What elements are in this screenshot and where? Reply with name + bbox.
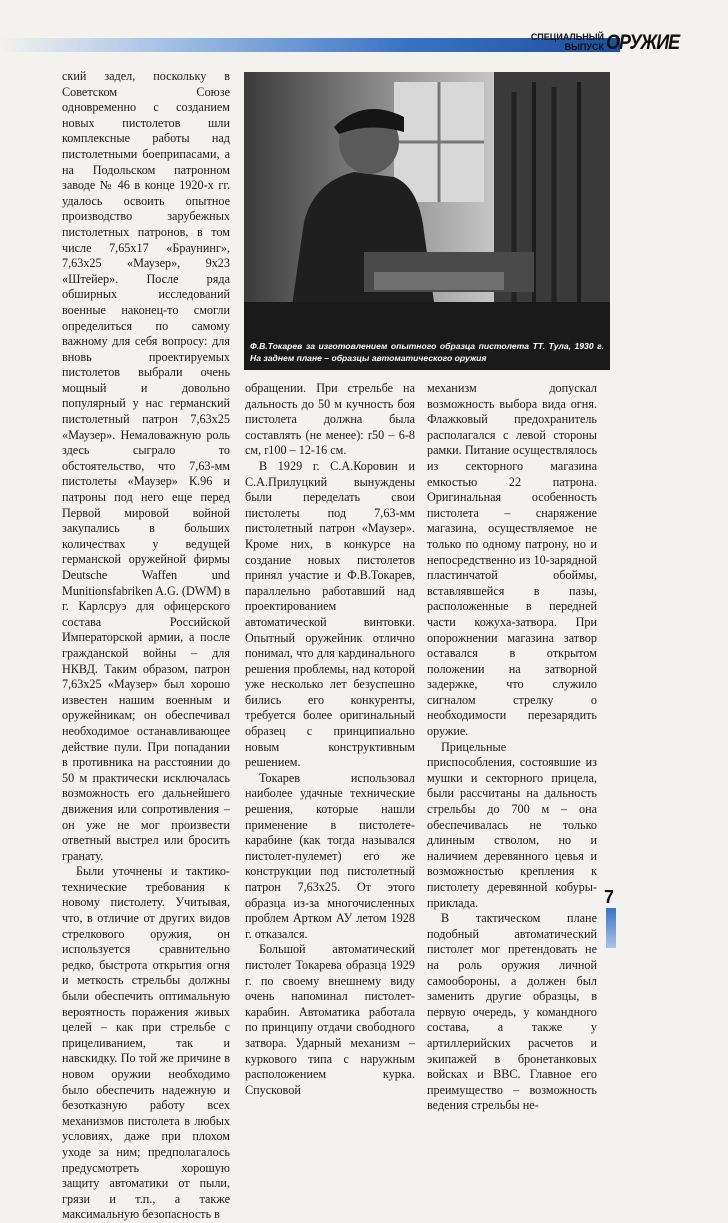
page-edge-accent — [606, 908, 616, 948]
paragraph: В 1929 г. С.А.Коровин и С.А.Прилуцкий вынуждены были переделать свои пистолеты под 7,63-мм пистолетный патрон «Маузер». Кроме них, в конкурсе на создание новых пистолетов принял участие и Ф.В.Токарев, параллельно работавший над проектированием автоматической винтовки. Опытный оружейник отлично понимал, что для кардинального решения проблемы, над которой уже несколько лет безуспешно бились его конкуренты, требуется более оригинальный образец с принципиально новым конструктивным решением. — [245, 458, 415, 770]
paragraph: Были уточнены и тактико-технические требования к новому пистолету. Учитывая, что, в отличие от других видов стрелкового оружия, он используется сравнительно редко, быстрота открытия огня и меткость стрельбы должны были обеспечить оптимальную вероятность поражения живых целей – как при стрельбе с прицеливанием, так и навскидку. По той же причине в новом оружии необходимо было обеспечить надежную и безотказную работу всех механизмов пистолета в любых условиях, даже при плохом уходе за ним; предполагалось предусмотреть хорошую защиту автоматики от пыли, грязи и т.п., а также максимальную безопасность в — [62, 864, 230, 1222]
workshop-photo-image — [244, 72, 610, 370]
header-gradient-bar — [0, 38, 620, 52]
historical-photo — [244, 72, 610, 370]
magazine-logo: ОРУЖИЕ — [606, 30, 680, 54]
paragraph: обращении. При стрельбе на дальность до 50 м кучность боя пистолета должна была составлять (не менее): r50 – 6-8 см, r100 – 12-16 см. — [245, 381, 415, 458]
paragraph: ский задел, поскольку в Советском Союзе одновременно с созданием новых пистолетов шли комплексные работы над пистолетными боеприпасами, а на Подольском патронном заводе № 46 в конце 1920-х гг. удалось освоить опытное производство зарубежных пистолетных патронов, в том числе 7,65х17 «Браунинг», 7,63х25 «Маузер», 9х23 «Штейер». После ряда обширных исследований военные наконец-то смогли определиться по самому важному для себя вопросу: для вновь проектируемых пистолетов выбрали очень мощный и довольно популярный у нас германский пистолетный патрон 7,63х25 «Маузер». Немаловажную роль здесь сыграло то обстоятельство, что 7,63-мм пистолеты «Маузер» К.96 и патроны под него еще перед Первой мировой войной закупались в больших количествах у ведущей германской оружейной фирмы Deutsche Waffen und Munitionsfabriken A.G. (DWM) в г. Карлсруэ для офицерского состава Российской Императорской армии, а после гражданской войны – для НКВД. Таким образом, патрон 7,63х25 «Маузер» был хорошо известен нашим военным и оружейникам; он обеспечивал необходимое останавливающее действие пули. При попадании в противника на расстоянии до 50 м практически исключалась возможность его дальнейшего движения или сопротивления – он уже не мог произвести ответный выстрел или бросить гранату. — [62, 69, 230, 863]
paragraph: механизм допускал возможность выбора вида огня. Флажковый предохранитель располагался с левой стороны рамки. Питание осуществлялось из секторного магазина емкостью 22 патрона. Оригинальная особенность пистолета – снаряжение магазина, осуществляемое не только по одному патрону, но и непосредственно из 10-зарядной пластинчатой обоймы, вставлявшейся в пазы, расположенные в передней части кожуха-затвора. При опорожнении магазина затвор оставался в открытом положении на затворной задержке, что служило сигналом стрелку о необходимости перезарядить оружие. — [427, 381, 597, 739]
paragraph: Большой автоматический пистолет Токарева образца 1929 г. по своему внешнему виду очень напоминал пистолет-карабин. Автоматика работала по принципу отдачи свободного затвора. Ударный механизм – куркового типа с наружным расположением курка. Спусковой — [245, 942, 415, 1097]
text-column-3 — [427, 381, 597, 1114]
text-column-2 — [245, 381, 415, 1098]
photo-caption: Ф.В.Токарев за изготовлением опытного образца пистолета ТТ. Тула, 1930 г. На заднем плане – образцы автоматического оружия — [250, 341, 604, 363]
page-number: 7 — [604, 887, 615, 907]
text-column-1 — [62, 69, 230, 1223]
issue-label-line2: ВЫПУСК — [564, 42, 604, 52]
paragraph: Токарев использовал наиболее удачные технические решения, которые нашли применение в пистолете-карабине (как тогда назывался пистолет-пулемет) его же конструкции под пистолетный патрон 7,63х25. От этого образца из-за многочисленных проблем Артком АУ летом 1928 г. отказался. — [245, 770, 415, 941]
issue-label — [528, 32, 604, 52]
issue-label-line1: СПЕЦИАЛЬНЫЙ — [530, 32, 604, 42]
paragraph: В тактическом плане подобный автоматический пистолет мог претендовать не на роль оружия личной самообороны, а должен был заменить другие образцы, в первую очередь, у командного состава, а также у артиллерийских расчетов и экипажей в бронетанковых войсках и ВВС. Главное его преимущество – возможность ведения стрельбы не- — [427, 911, 597, 1113]
paragraph: Прицельные приспособления, состоявшие из мушки и секторного прицела, были рассчитаны на дальность стрельбы до 700 м – она обеспечивалась не только длинным стволом, но и наличием деревянного цевья и возможностью крепления к пистолету деревянной кобуры-приклада. — [427, 739, 597, 910]
